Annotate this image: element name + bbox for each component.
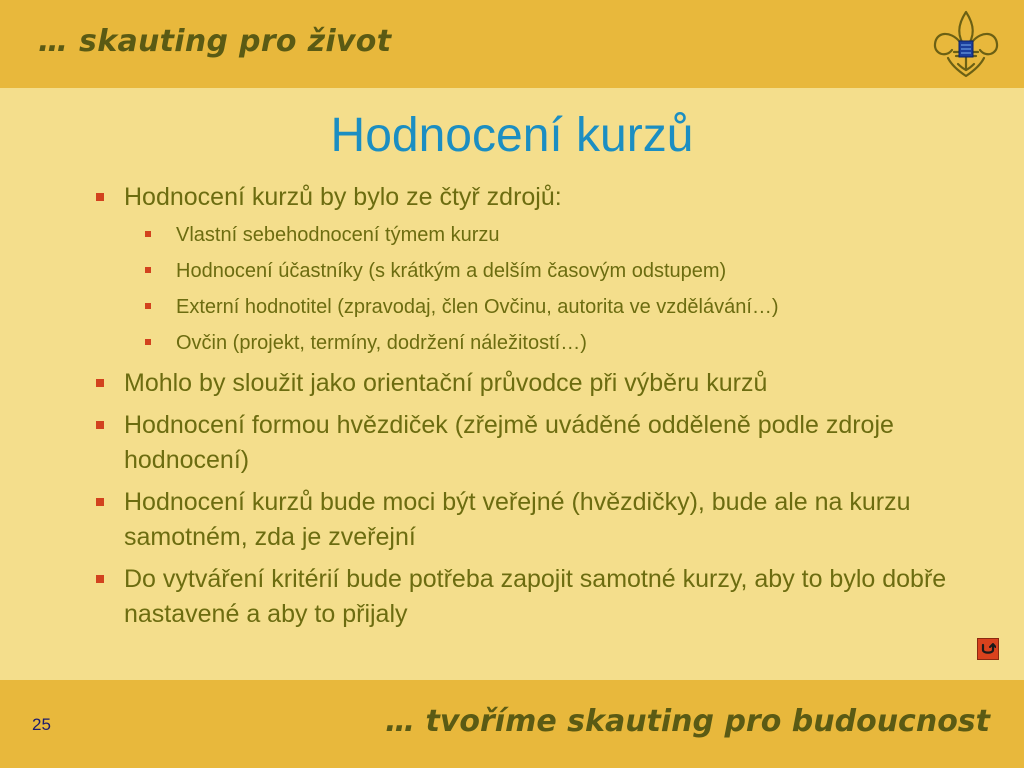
bullet-marker	[145, 267, 151, 273]
bullet-item	[92, 366, 992, 401]
bullet-text: Mohlo by sloužit jako orientační průvodce při výběru kurzů	[124, 369, 768, 397]
return-button[interactable]	[977, 638, 999, 660]
bullet-text: Hodnocení formou hvězdiček (zřejmě uváděné odděleně podle zdroje hodnocení)	[124, 411, 894, 474]
bullet-text: Hodnocení kurzů by bylo ze čtyř zdrojů:	[124, 183, 562, 211]
page-number: 25	[32, 715, 51, 734]
sub-bullet-text: Ovčin (projekt, termíny, dodržení náležitostí…)	[176, 332, 587, 354]
bullet-marker	[96, 193, 104, 201]
bullet-item	[92, 485, 992, 555]
sub-bullet-text: Vlastní sebehodnocení týmem kurzu	[176, 224, 500, 246]
sub-bullet-text: Hodnocení účastníky (s krátkým a delším časovým odstupem)	[176, 260, 727, 282]
slide-title: Hodnocení kurzů	[330, 109, 694, 162]
sub-bullet-item	[92, 258, 992, 284]
bullet-text: Hodnocení kurzů bude moci být veřejné (hvězdičky), bude ale na kurzu samotném, zda je zveřejní	[124, 488, 911, 551]
sub-bullet-item	[92, 294, 992, 320]
sub-bullet-list	[92, 222, 992, 356]
header-tagline: … skauting pro život	[38, 24, 392, 59]
bullet-marker	[96, 498, 104, 506]
bullet-item	[92, 562, 992, 632]
sub-bullet-text: Externí hodnotitel (zpravodaj, člen Ovčinu, autorita ve vzdělávání…)	[176, 296, 779, 318]
bullet-item	[92, 180, 992, 215]
bullet-marker	[145, 231, 151, 237]
bullet-marker	[96, 421, 104, 429]
bullet-marker	[96, 379, 104, 387]
bullet-item	[92, 408, 992, 478]
sub-bullet-item	[92, 222, 992, 248]
footer-tagline: … tvoříme skauting pro budoucnost	[385, 704, 990, 739]
sub-bullet-item	[92, 330, 992, 356]
bullet-list	[92, 180, 992, 639]
scout-lily-icon	[930, 8, 1002, 80]
bullet-marker	[145, 339, 151, 345]
return-arrow-icon	[980, 641, 996, 657]
bullet-text: Do vytváření kritérií bude potřeba zapojit samotné kurzy, aby to bylo dobře nastavené a aby to přijaly	[124, 565, 947, 628]
bullet-marker	[145, 303, 151, 309]
bullet-marker	[96, 575, 104, 583]
